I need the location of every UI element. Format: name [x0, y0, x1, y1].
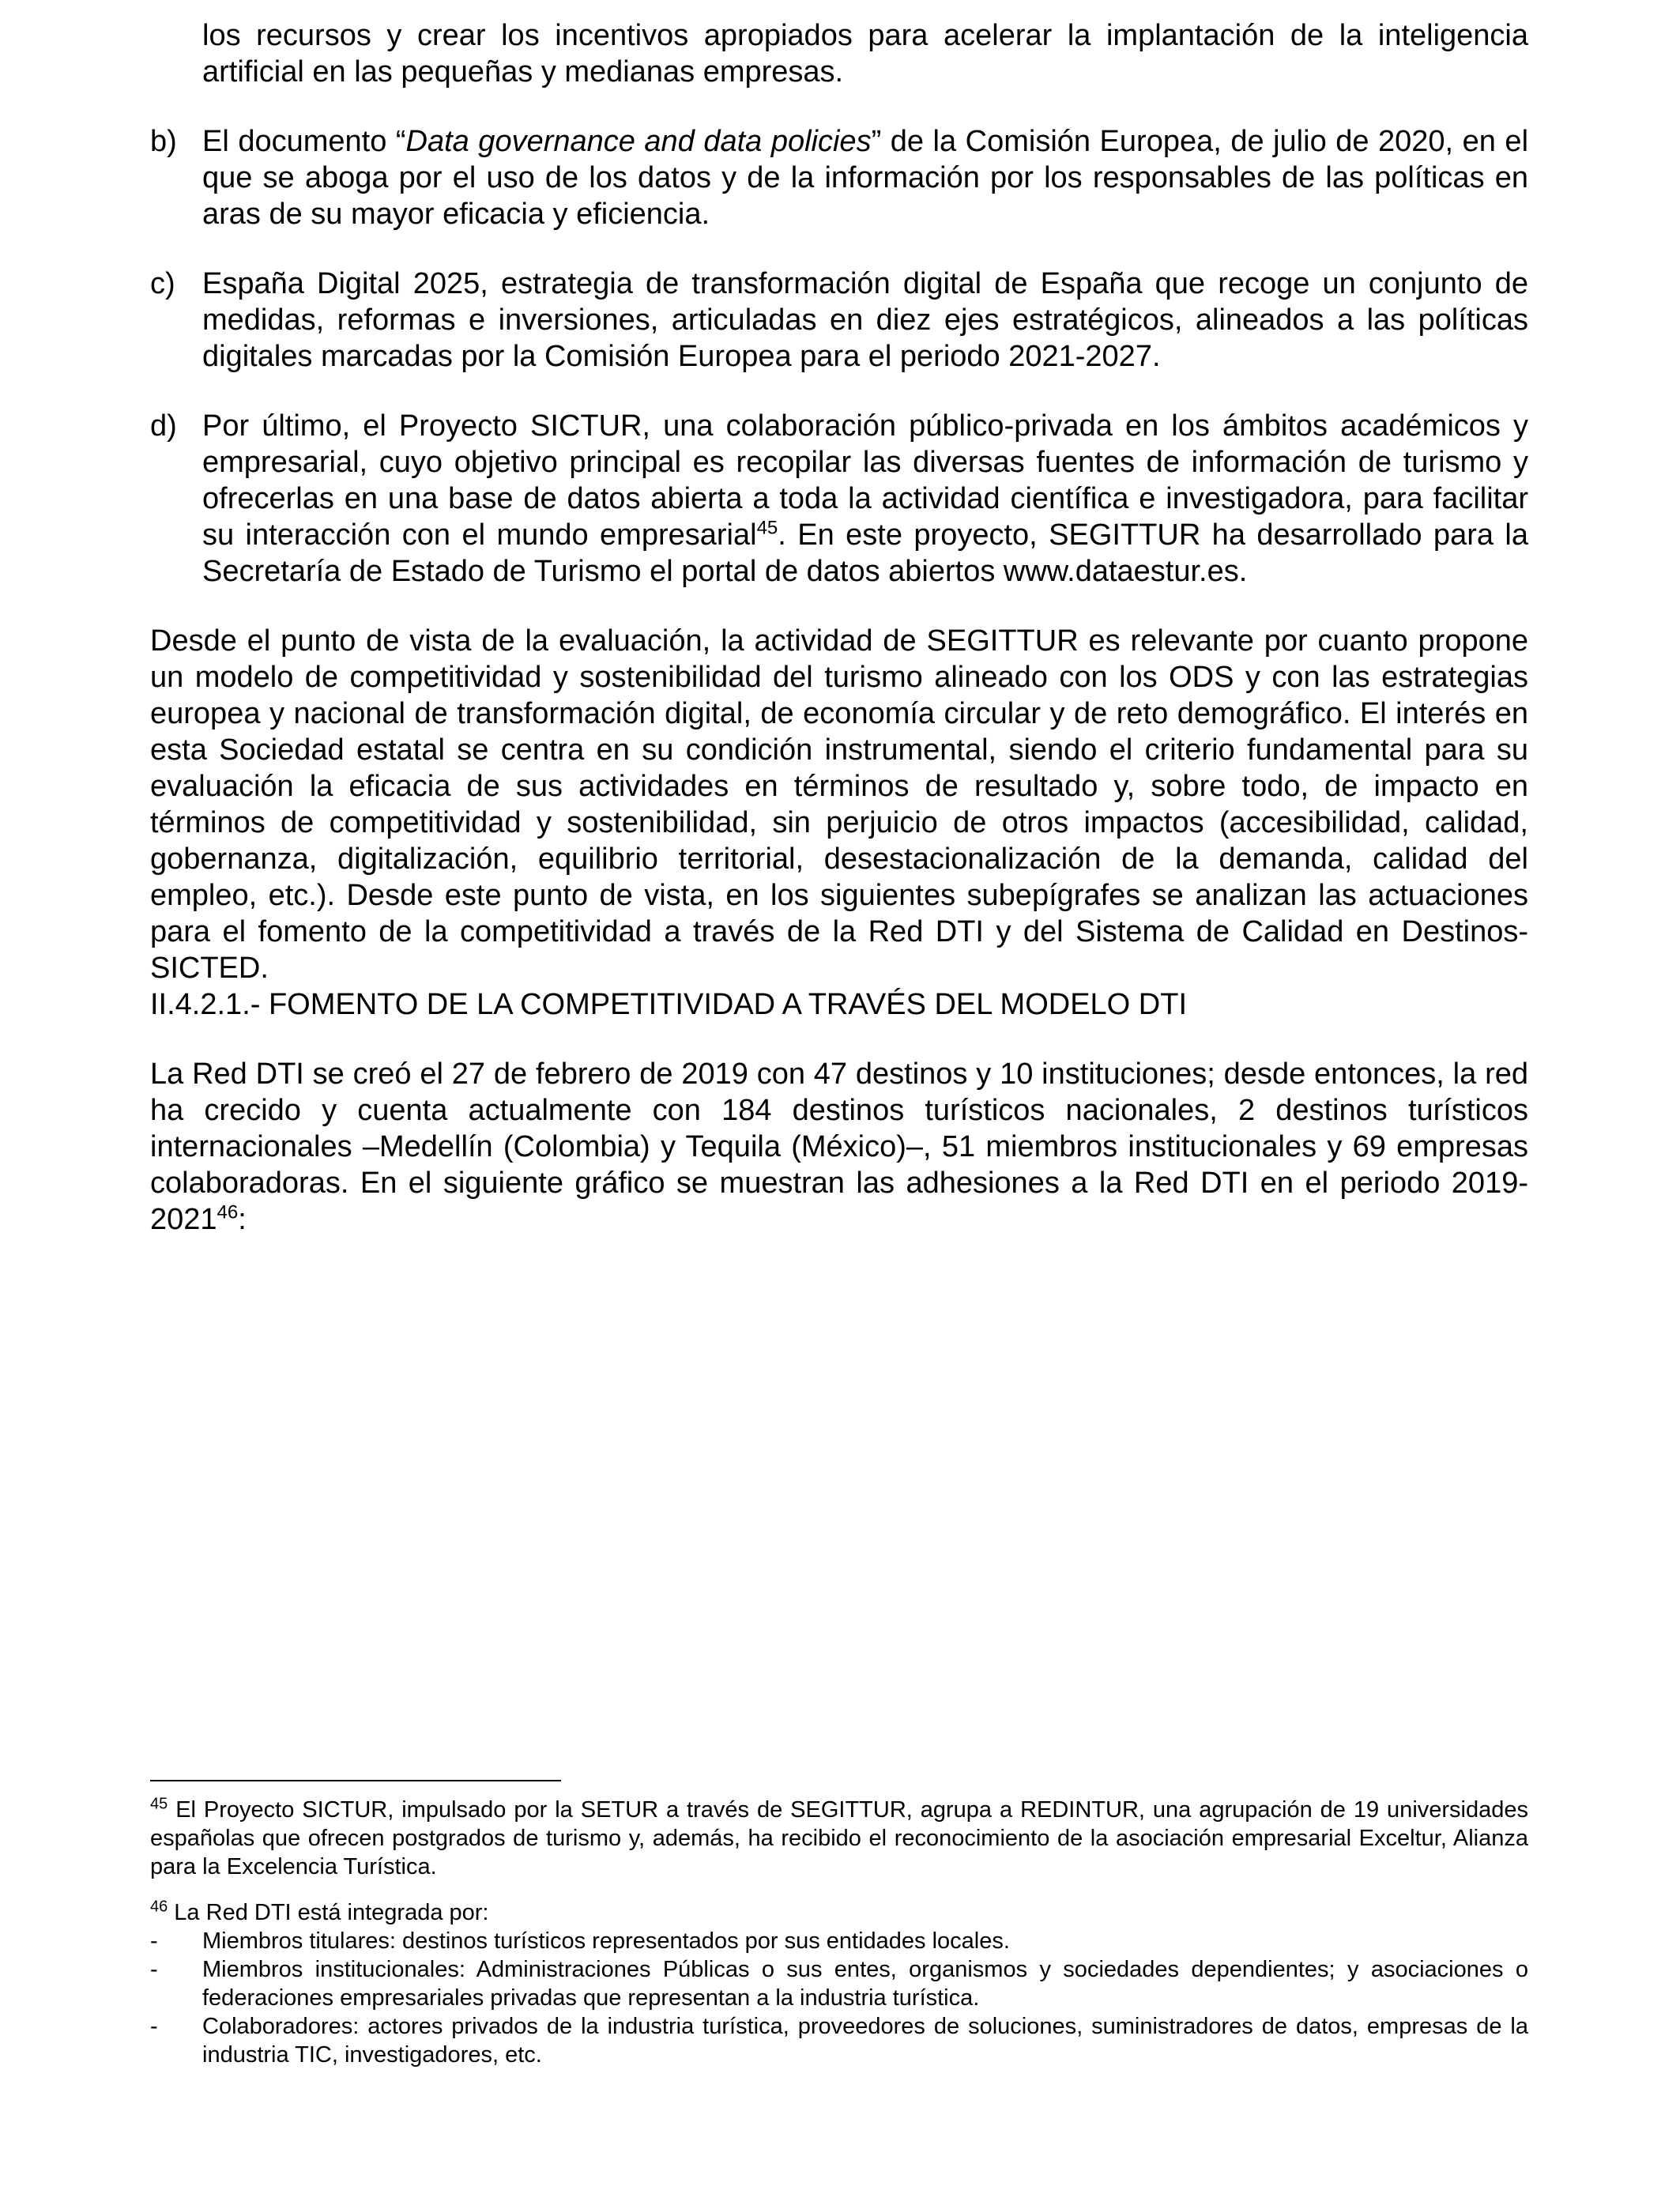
footnote-ref-45[interactable]: 45: [756, 517, 778, 539]
footnote-text: La Red DTI está integrada por:: [168, 1900, 489, 1925]
list-item-text: Por último, el Proyecto SICTUR, una colaboración público-privada en los ámbitos académicos y empresarial, cuyo objetivo principal es recopilar las diversas fuentes de información de turismo y ofrecerlas en una base de datos abierta a toda la actividad científica e investigadora, para facilitar su interacción con el mundo empresarial: [202, 409, 1528, 552]
dash-bullet: -: [150, 1957, 158, 1982]
footnotes: [150, 1780, 1528, 2069]
footnote-divider: [150, 1780, 561, 1781]
footnote-45: [150, 1796, 1528, 1881]
footnote-text: El Proyecto SICTUR, impulsado por la SETUR a través de SEGITTUR, agrupa a REDINTUR, una agrupación de 19 universidades españolas que ofrecen postgrados de turismo y, además, ha recibido el reconocimiento de la asociación empresarial Exceltur, Alianza para la Excelencia Turística.: [150, 1797, 1528, 1879]
footnote-list-item: [150, 1955, 1528, 2012]
document-title-italic: Data governance and data policies: [405, 125, 872, 158]
list-item-letter: c): [150, 267, 175, 300]
paragraph-text: :: [238, 1203, 247, 1236]
list-item-c: [150, 266, 1528, 375]
dash-bullet: -: [150, 2014, 158, 2039]
footnote-number: 45: [150, 1795, 168, 1813]
paragraph-text: La Red DTI se creó el 27 de febrero de 2019 con 47 destinos y 10 instituciones; desde entonces, la red ha crecido y cuenta actualmente con 184 destinos turísticos nacionales, 2 destinos turísticos internacionales –Medellín (Colombia) y Tequila (México)–, 51 miembros institucionales y 69 empresas colaboradoras. En el siguiente gráfico se muestran las adhesiones a la Red DTI en el periodo 2019-2021: [150, 1057, 1528, 1236]
list-item-d: [150, 408, 1528, 590]
continuation-text: los recursos y crear los incentivos apropiados para acelerar la implantación de la inteligencia artificial en las pequeñas y medianas empresas.: [202, 19, 1528, 89]
footnote-list-text: Miembros institucionales: Administraciones Públicas o sus entes, organismos y sociedades dependientes; y asociaciones o federaciones empresariales privadas que representan a la industria turística.: [202, 1957, 1528, 2011]
list-item-b: [150, 123, 1528, 232]
list-item-letter: b): [150, 125, 177, 158]
list-item-text: ” de la Comisión Europea, de julio de 2020, en el que se aboga por el uso de los datos y de la información por los responsables de las políticas en aras de su mayor eficacia y eficiencia.: [202, 125, 1529, 231]
section-heading: II.4.2.1.- FOMENTO DE LA COMPETITIVIDAD A TRAVÉS DEL MODELO DTI: [150, 988, 1188, 1021]
footnote-list-text: Miembros titulares: destinos turísticos representados por sus entidades locales.: [202, 1928, 1010, 1954]
paragraph-evaluation: Desde el punto de vista de la evaluación, la actividad de SEGITTUR es relevante por cuanto propone un modelo de competitividad y sostenibilidad del turismo alineado con los ODS y con las estrategias europea y nacional de transformación digital, de economía circular y de reto demográfico. El interés en esta Sociedad estatal se centra en su condición instrumental, siendo el criterio fundamental para su evaluación la eficacia de sus actividades en términos de resultado y, sobre todo, de impacto en términos de competitividad y sostenibilidad, sin perjuicio de otros impactos (accesibilidad, calidad, gobernanza, digitalización, equilibrio territorial, desestacionalización de la demanda, calidad del empleo, etc.). Desde este punto de vista, en los siguientes subepígrafes se analizan las actuaciones para el fomento de la competitividad a través de la Red DTI y del Sistema de Calidad en Destinos-SICTED.: [150, 624, 1528, 985]
list-item-letter: d): [150, 409, 177, 443]
footnote-ref-46[interactable]: 46: [217, 1201, 239, 1223]
footnote-list-item: [150, 2012, 1528, 2069]
footnote-list-item: [150, 1927, 1528, 1955]
list-item-text: . En este proyecto, SEGITTUR ha desarrollado para la Secretaría de Estado de Turismo el portal de datos abiertos www.dataestur.es.: [202, 518, 1528, 588]
footnote-number: 46: [150, 1898, 168, 1916]
footnote-46: [150, 1898, 1528, 1927]
list-item-text: España Digital 2025, estrategia de transformación digital de España que recoge un conjunto de medidas, reformas e inversiones, articuladas en diez ejes estratégicos, alineados a las políticas digitales marcadas por la Comisión Europea para el periodo 2021-2027.: [202, 267, 1528, 373]
list-item-a-continuation: [150, 17, 1528, 90]
list-item-text: El documento “: [202, 125, 406, 158]
footnote-list-text: Colaboradores: actores privados de la industria turística, proveedores de soluciones, suministradores de datos, empresas de la industria TIC, investigadores, etc.: [202, 2014, 1528, 2068]
dash-bullet: -: [150, 1928, 158, 1954]
paragraph-red-dti: [150, 1056, 1528, 1238]
body-text: [150, 17, 1528, 1238]
